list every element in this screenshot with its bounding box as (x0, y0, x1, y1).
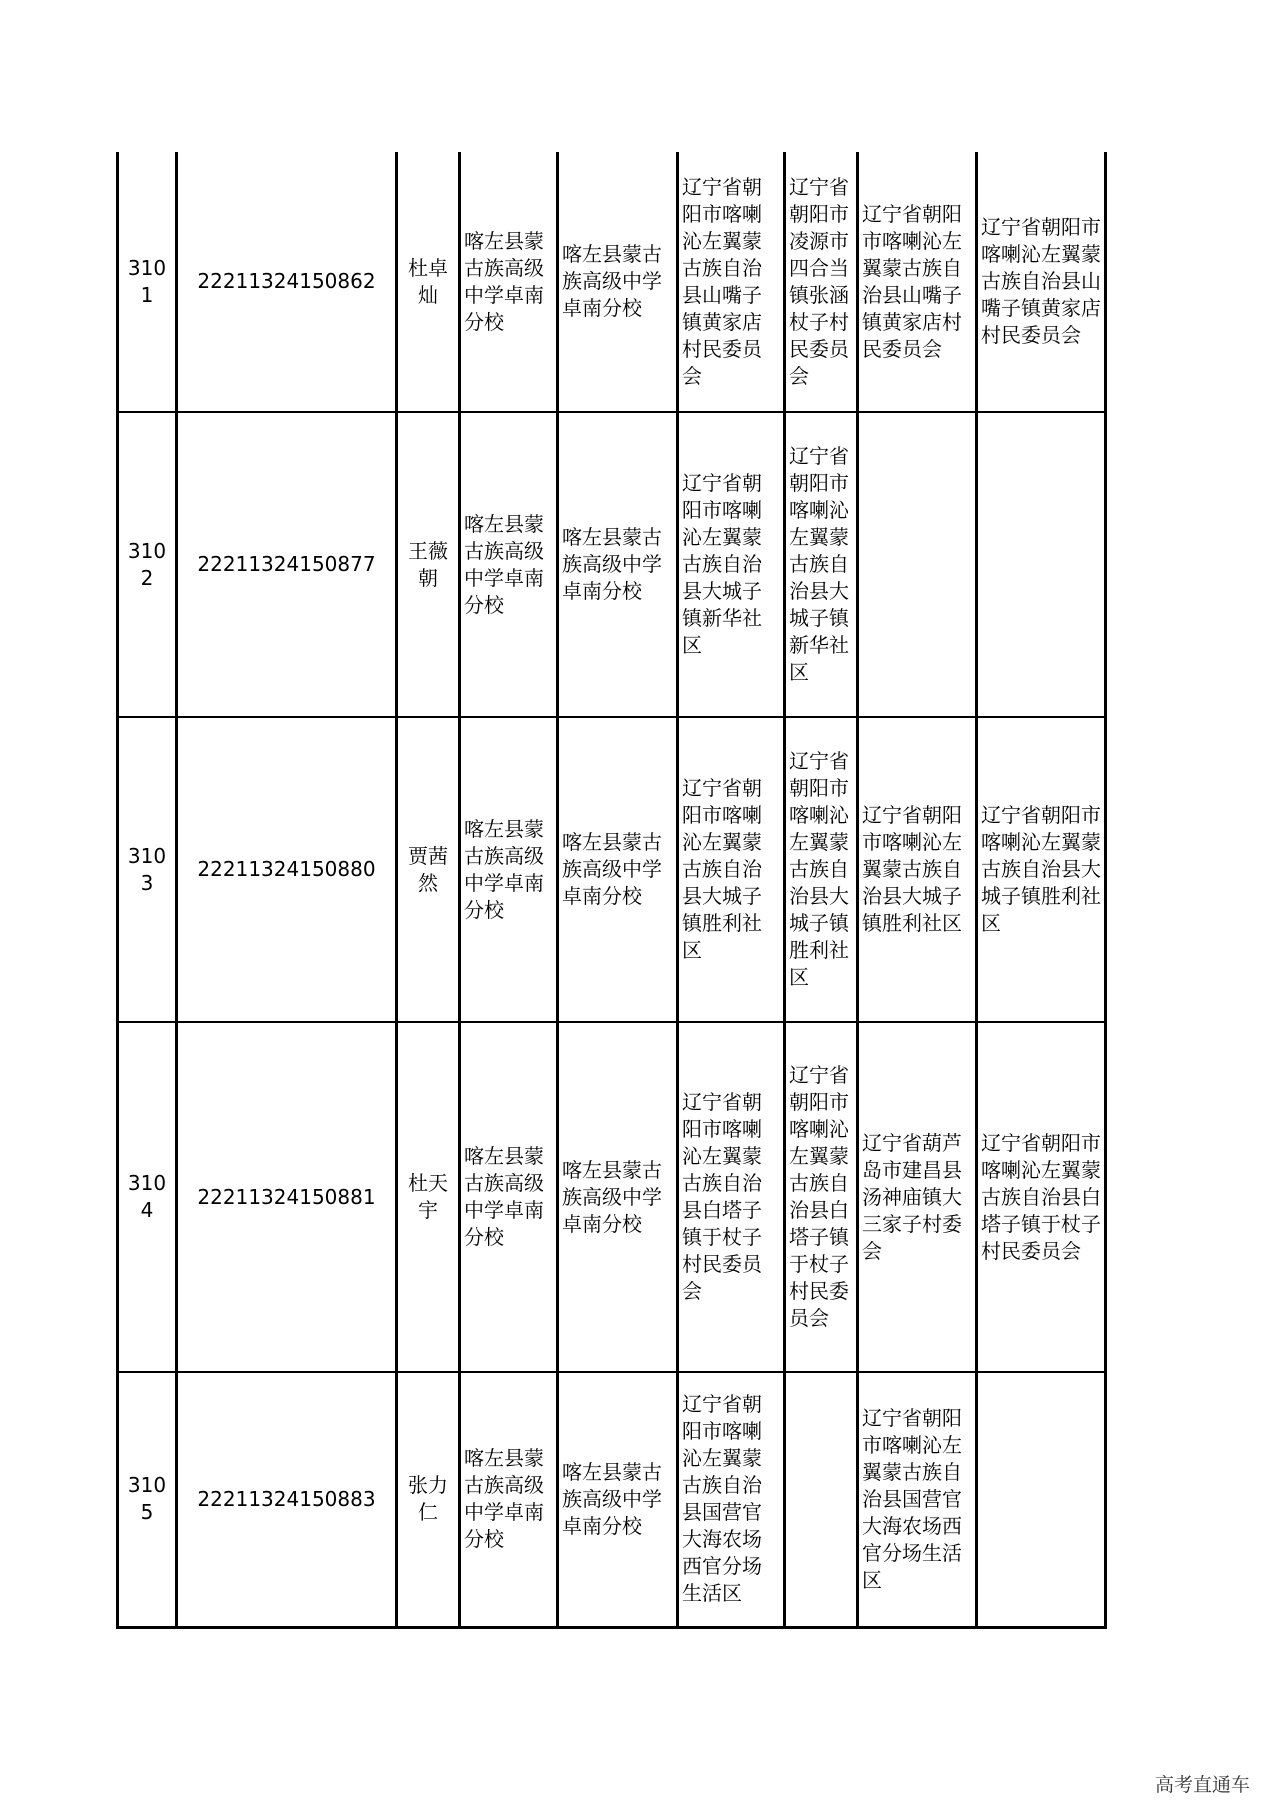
watermark-text: 高考直通车 (1154, 1774, 1250, 1796)
address-cell: 辽宁省朝阳市喀喇沁左翼蒙古族自治县国营官大海农场西官分场生活区 (678, 1372, 785, 1627)
id-cell: 22211324150862 (177, 152, 397, 412)
id-cell: 22211324150881 (177, 1022, 397, 1372)
address-cell: 辽宁省朝阳市喀喇沁左翼蒙古族自治县山嘴子镇黄家店村民委员会 (977, 152, 1106, 412)
school-cell: 喀左县蒙古族高级中学卓南分校 (460, 717, 558, 1022)
school-cell: 喀左县蒙古族高级中学卓南分校 (460, 152, 558, 412)
seq-cell: 3101 (118, 152, 177, 412)
table-row (118, 412, 1106, 717)
address-cell: 辽宁省朝阳市凌源市四合当镇张涵杖子村民委员会 (785, 152, 858, 412)
school-cell: 喀左县蒙古族高级中学卓南分校 (558, 152, 678, 412)
address-cell: 辽宁省朝阳市喀喇沁左翼蒙古族自治县大城子镇胜利社区 (977, 717, 1106, 1022)
seq-cell: 3103 (118, 717, 177, 1022)
school-cell: 喀左县蒙古族高级中学卓南分校 (558, 412, 678, 717)
address-cell: 辽宁省朝阳市喀喇沁左翼蒙古族自治县国营官大海农场西官分场生活区 (858, 1372, 977, 1627)
school-cell: 喀左县蒙古族高级中学卓南分校 (558, 717, 678, 1022)
school-cell: 喀左县蒙古族高级中学卓南分校 (460, 1022, 558, 1372)
address-cell: 辽宁省葫芦岛市建昌县汤神庙镇大三家子村委会 (858, 1022, 977, 1372)
school-cell: 喀左县蒙古族高级中学卓南分校 (558, 1372, 678, 1627)
address-cell (858, 412, 977, 717)
school-cell: 喀左县蒙古族高级中学卓南分校 (558, 1022, 678, 1372)
table-row (118, 1022, 1106, 1372)
name-cell: 杜天宇 (397, 1022, 460, 1372)
address-cell: 辽宁省朝阳市喀喇沁左翼蒙古族自治县山嘴子镇黄家店村民委员会 (678, 152, 785, 412)
id-cell: 22211324150880 (177, 717, 397, 1022)
id-cell: 22211324150877 (177, 412, 397, 717)
school-cell: 喀左县蒙古族高级中学卓南分校 (460, 412, 558, 717)
address-cell: 辽宁省朝阳市喀喇沁左翼蒙古族自治县大城子镇新华社区 (678, 412, 785, 717)
name-cell: 王薇朝 (397, 412, 460, 717)
name-cell: 张力仁 (397, 1372, 460, 1627)
address-cell: 辽宁省朝阳市喀喇沁左翼蒙古族自治县大城子镇胜利社区 (785, 717, 858, 1022)
name-cell: 贾茜然 (397, 717, 460, 1022)
address-cell (977, 412, 1106, 717)
address-cell: 辽宁省朝阳市喀喇沁左翼蒙古族自治县白塔子镇于杖子村民委员会 (785, 1022, 858, 1372)
name-cell: 杜卓灿 (397, 152, 460, 412)
id-cell: 22211324150883 (177, 1372, 397, 1627)
address-cell: 辽宁省朝阳市喀喇沁左翼蒙古族自治县白塔子镇于杖子村民委员会 (977, 1022, 1106, 1372)
address-cell: 辽宁省朝阳市喀喇沁左翼蒙古族自治县大城子镇胜利社区 (858, 717, 977, 1022)
seq-cell: 3105 (118, 1372, 177, 1627)
table-row (118, 1372, 1106, 1627)
table-row (118, 152, 1106, 412)
records-table (116, 152, 1107, 1629)
seq-cell: 3104 (118, 1022, 177, 1372)
address-cell: 辽宁省朝阳市喀喇沁左翼蒙古族自治县大城子镇胜利社区 (678, 717, 785, 1022)
school-cell: 喀左县蒙古族高级中学卓南分校 (460, 1372, 558, 1627)
seq-cell: 3102 (118, 412, 177, 717)
table-row (118, 717, 1106, 1022)
address-cell: 辽宁省朝阳市喀喇沁左翼蒙古族自治县大城子镇新华社区 (785, 412, 858, 717)
address-cell: 辽宁省朝阳市喀喇沁左翼蒙古族自治县白塔子镇于杖子村民委员会 (678, 1022, 785, 1372)
address-cell: 辽宁省朝阳市喀喇沁左翼蒙古族自治县山嘴子镇黄家店村民委员会 (858, 152, 977, 412)
address-cell (977, 1372, 1106, 1627)
address-cell (785, 1372, 858, 1627)
